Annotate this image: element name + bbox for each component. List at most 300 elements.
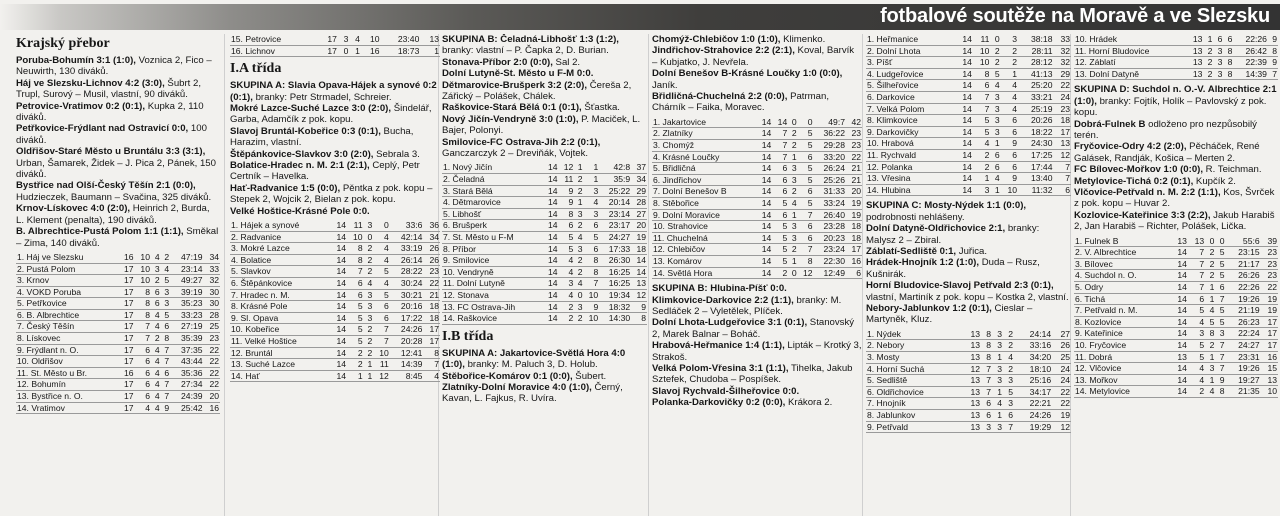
stat-cell: 14 [1171,282,1188,294]
table-row [1074,68,1278,80]
stat-cell: 29 [1054,68,1072,80]
team-name: 2. Zlatníky [652,128,756,140]
standings-table [1074,236,1278,398]
stat-cell: 1 [1205,293,1215,305]
team-name: 8. Lískovec [16,333,118,345]
stat-cell: 1 [788,209,797,221]
team-name: 2. Pustá Polom [16,263,118,275]
stat-cell: 10 [584,290,600,302]
stat-cell: 2 [559,313,575,325]
table-row [230,301,440,313]
table-row [16,298,220,310]
stat-cell: 22 [1052,386,1071,398]
stat-cell: 6 [1213,34,1223,45]
match-details: Stanovský 2, Marek Balnar – Boháč. [652,317,855,340]
table-row [230,336,440,348]
match-score: Dolní Benešov B-Krásné Loučky 1:0 (0:0), [652,68,843,80]
match-score: Štěpánkovice-Slavkov 3:0 (2:0), [230,148,374,160]
match-score: Břidličná-Chuchelná 2:2 (0:0), [652,91,788,103]
stat-cell: 0 [788,117,797,128]
stat-cell: 4 [151,321,161,333]
team-name: 3. Píšť [866,57,956,69]
stat-cell: 17 [846,244,862,256]
team-name: 3. Stará Bělá [442,185,543,197]
stat-cell: 8:45 [390,370,424,382]
stat-cell: 6 [135,379,151,391]
stat-cell: 3 [559,278,575,290]
table-row [652,209,862,221]
team-name: 5. Šilheřovice [866,80,956,92]
table-row [442,243,647,255]
stat-cell: 5 [1215,258,1225,270]
team-name: 5. Slavkov [230,266,331,278]
match-score: Petrovice-Vratimov 0:2 (0:1), [16,100,146,112]
table-row [652,128,862,140]
match-result [866,223,1071,246]
stat-cell: 19 [631,232,647,244]
stat-cell: 18 [423,312,440,324]
match-details: Patrman, Chárník – Faika, Moravec. [652,91,829,114]
table-row [16,356,220,368]
stat-cell: 6 [347,289,364,301]
match-details: Kupka 2, 110 diváků. [16,100,204,124]
stat-cell: 19:26 [1225,363,1260,375]
stat-cell: 22:21 [1014,398,1052,410]
stat-cell: 14 [756,128,772,140]
match-details: Směkal – Zima, 140 diváků. [16,226,219,249]
match-details: Černý, Kavan, L. Fajkus, R. Uvíra. [442,382,623,405]
stat-cell: 23:24 [814,244,846,256]
stat-cell: 24:27 [1225,340,1260,352]
stat-cell: 14:39 [1233,68,1268,80]
match-details: Heinrich 2, Burda, L. Klement (penalta), 190 diváků. [16,203,210,226]
match-details: Hudzieczek, Baumann – Svačina, 325 diváků. [16,191,212,203]
team-name: 10. Hrabová [866,138,956,150]
match-result [1074,119,1278,142]
table-row [442,208,647,220]
stat-cell: 3 [1003,375,1014,387]
match-result [16,180,220,203]
stat-cell: 2 [364,347,374,359]
stat-cell: 12 [373,370,390,382]
stat-cell: 5 [1188,340,1205,352]
stat-cell: 17:33 [599,243,631,255]
stat-cell: 24 [1054,91,1072,103]
stat-cell: 32 [1054,45,1072,57]
stat-cell: 1 [973,173,990,185]
stat-cell: 8 [347,254,364,266]
stat-cell: 14 [956,149,973,161]
team-name: 14. Metylovice [1074,386,1171,398]
stat-cell: 11:32 [1018,184,1053,196]
stat-cell: 3 [990,126,1000,138]
stat-cell: 14 [1171,363,1188,375]
stat-cell: 19:26 [1225,293,1260,305]
stat-cell: 18 [423,301,440,313]
results-list [442,34,647,159]
stat-cell: 6 [161,367,171,379]
table-row [230,243,440,255]
team-name: 2. Dolní Lhota [866,45,956,57]
stat-cell: 6 [584,243,600,255]
stat-cell: 1 [574,197,583,209]
stat-cell: 2 [1001,57,1018,69]
stat-cell: 10 [1001,184,1018,196]
team-name: 11. Velké Hoštice [230,336,331,348]
team-name: 1. Hájek a synové [230,220,331,231]
match-details: Pěntka z pok. kopu – Stepek 2, Wojcik 2, Bielan z pok. kopu. [230,182,433,206]
stat-cell: 5 [973,115,990,127]
stat-cell: 4 [151,252,161,263]
team-name: 1. Háj ve Slezsku [16,252,118,263]
stat-cell: 34:17 [1014,386,1052,398]
stat-cell: 13 [962,329,981,340]
stat-cell: 14 [1171,270,1188,282]
match-details: Janík. [652,79,678,91]
stat-cell: 14 [331,347,348,359]
match-result [16,226,220,249]
stat-cell: 14 [956,80,973,92]
table-row [866,375,1071,387]
stat-cell: 7 [1054,161,1072,173]
stat-cell: 3 [584,185,600,197]
column-divider [862,34,863,516]
stat-cell: 7 [135,333,151,345]
stat-cell: 14 [1171,293,1188,305]
stat-cell: 3 [574,301,583,313]
stat-cell: 31:33 [814,186,846,198]
stat-cell: 28:22 [390,266,424,278]
stat-cell: 2 [772,267,788,279]
table-row [442,278,647,290]
match-score: Petřkovice-Frýdlant nad Ostravicí 0:0, [16,123,189,135]
team-name: 11. Dolní Lutyně [442,278,543,290]
stat-cell: 21:17 [1225,258,1260,270]
team-name: 1. Nový Jičín [442,162,543,173]
stat-cell: 4 [151,391,161,403]
stat-cell: 23 [846,140,862,152]
stat-cell: 16:25 [599,278,631,290]
stat-cell: 39:19 [170,286,203,298]
match-score: Bolatice-Hradec n. M. 2:1 (2:1), [230,160,370,172]
stat-cell: 1 [347,370,364,382]
team-name: 8. Jablunkov [866,409,962,421]
stat-cell: 2 [1205,258,1215,270]
match-result [652,283,862,294]
match-result [230,149,440,160]
team-name: 10. Kobeřice [230,324,331,336]
team-name: 10. Vendryně [442,266,543,278]
stat-cell: 3 [992,340,1003,352]
stat-cell: 2 [973,149,990,161]
table-row [1074,374,1278,386]
match-result [16,123,220,146]
stat-cell: 16 [846,255,862,267]
stat-cell: 10 [135,275,151,287]
match-result [16,55,220,78]
match-details: Sebrala 3. [373,148,420,160]
stat-cell: 2 [973,161,990,173]
stat-cell: 0 [338,45,349,57]
stat-cell: 23:28 [814,221,846,233]
stat-cell: 6 [151,298,161,310]
team-name: 12. Chlebičov [652,244,756,256]
stat-cell: 8 [584,266,600,278]
stat-cell: 17 [118,275,134,287]
stat-cell: 2 [788,128,797,140]
stat-cell: 21 [423,289,440,301]
team-name: 7. St. Město u F-M [442,232,543,244]
stat-cell: 26:24 [814,163,846,175]
match-score: Jindřichov-Strahovice 2:2 (2:1), [652,45,795,57]
stat-cell: 11 [559,174,575,186]
table-row [866,340,1071,352]
stat-cell: 20:26 [1018,115,1053,127]
stat-cell: 10 [361,34,381,45]
stat-cell: 4 [373,278,390,290]
stat-cell: 10 [347,231,364,243]
stat-cell: 6 [846,267,862,279]
stat-cell: 17 [118,379,134,391]
match-result [866,280,1071,303]
stat-cell: 10 [584,313,600,325]
match-result [652,317,862,340]
match-details: branky: M. Sedláček 2 – Vyletělek, Plíček. [652,294,842,317]
team-name: 12. Bruntál [230,347,331,359]
stat-cell: 14 [543,162,559,173]
stat-cell: 7 [584,278,600,290]
stat-cell: 14 [331,220,348,231]
table-row [652,232,862,244]
match-score: Hrádek-Hnojník 1:2 (1:0), [866,257,980,269]
stat-cell: 1 [990,184,1000,196]
stat-cell: 5 [1205,316,1215,328]
table-row [16,344,220,356]
stat-cell: 14:30 [599,313,631,325]
match-score: Dětmarovice-Brušperk 3:2 (2:0), [442,79,588,91]
stat-cell: 17 [118,391,134,403]
stat-cell: 17 [318,34,338,45]
table-row [866,91,1071,103]
stat-cell: 5 [373,289,390,301]
stat-cell: 14 [756,186,772,198]
column-1b-skupina-c [866,34,1071,516]
stat-cell: 8 [1223,57,1233,69]
stat-cell: 1 [1205,374,1215,386]
team-name: 3. Bílovec [1074,258,1171,270]
stat-cell: 2 [990,57,1000,69]
team-name: 7. Petřvald n. M. [1074,305,1171,317]
banner-title: fotbalové soutěže na Moravě a ve Slezsku [880,5,1270,27]
stat-cell: 14 [543,243,559,255]
match-result [230,80,440,103]
stat-cell: 6 [1223,34,1233,45]
stat-cell: 1 [992,409,1003,421]
stat-cell: 4 [151,379,161,391]
match-score: Háj ve Slezsku-Lichnov 4:2 (3:0), [16,77,165,89]
stat-cell: 18:32 [599,301,631,313]
stat-cell: 2 [788,186,797,198]
match-score: Záblatí-Sedliště 0:1, [866,245,957,257]
match-details: Kupčík 2. [1193,175,1236,187]
stat-cell: 26:42 [1233,45,1268,57]
standings-table [230,220,440,382]
stat-cell: 17 [118,356,134,368]
stat-cell: 21 [846,174,862,186]
stat-cell: 22 [846,151,862,163]
stat-cell: 14 [331,359,348,371]
match-result [652,340,862,363]
table-row [866,68,1071,80]
stat-cell: 37 [631,162,647,173]
stat-cell: 8 [423,347,440,359]
results-list [1074,84,1278,232]
match-details: Sal 2. [552,56,581,68]
stat-cell: 9 [1001,173,1018,185]
stat-cell: 4 [1205,386,1215,398]
stat-cell: 6 [161,321,171,333]
match-result [442,68,647,79]
stat-cell: 4 [151,344,161,356]
team-name: 4. Bolatice [230,254,331,266]
stat-cell: 14 [543,301,559,313]
stat-cell: 2 [574,266,583,278]
stat-cell: 18:10 [1014,363,1052,375]
table-row [1074,328,1278,340]
stat-cell: 5 [1215,316,1225,328]
table-row [230,266,440,278]
match-details: Urban, Šamarek, Židek – J. Pica 2, Pánek, 150 diváků. [16,157,216,181]
team-name: 13. Suché Lazce [230,359,331,371]
stat-cell: 14 [543,197,559,209]
stat-cell: 12 [962,363,981,375]
team-name: 1. Nýdek [866,329,962,340]
stat-cell: 8 [135,309,151,321]
stat-cell: 8 [584,255,600,267]
stat-cell: 17 [1261,316,1278,328]
stat-cell: 7 [772,128,788,140]
stat-cell: 3 [584,208,600,220]
match-score: Velká Polom-Vřesina 3:1 (1:1), [652,363,789,374]
stat-cell: 19 [846,209,862,221]
match-result [652,45,862,68]
table-row [230,289,440,301]
match-details: Cieslar – Martyněk, Kluz. [866,302,1033,326]
team-name: 6. Jindřichov [652,174,756,186]
match-score: SKUPINA A: Jakartovice-Světlá Hora 4:0 (1:0), [442,347,626,371]
stat-cell: 5 [798,174,814,186]
team-name: 6. B. Albrechtice [16,309,118,321]
stat-cell: 13 [1186,34,1203,45]
stat-cell: 7 [1215,351,1225,363]
stat-cell: 9 [161,402,171,414]
stat-cell: 11 [347,220,364,231]
team-name: 11. Rychvald [866,149,956,161]
match-score: Nebory-Jablunkov 1:2 (0:1), [866,302,992,314]
stat-cell: 6 [1001,161,1018,173]
stat-cell: 19 [846,198,862,210]
stat-cell: 13 [962,398,981,410]
stat-cell: 8 [1215,386,1225,398]
stat-cell: 2 [1001,45,1018,57]
team-name: 14. Raškovice [442,313,543,325]
stat-cell: 24:27 [599,232,631,244]
team-name: 12. Bohumín [16,379,118,391]
match-score: Dolní Datyně-Oldřichovice 2:1, [866,223,1006,235]
stat-cell: 14 [543,278,559,290]
stat-cell: 13 [962,421,981,433]
stat-cell: 14 [956,115,973,127]
column-divider [648,34,649,516]
stat-cell: 14 [331,266,348,278]
stat-cell: 5 [347,301,364,313]
table-row [1074,386,1278,398]
stat-cell: 6 [990,161,1000,173]
stat-cell: 14 [1171,316,1188,328]
team-name: 15. Petrovice [230,34,318,45]
match-details: Tihelka, Jakub Sztefek, Chudoba – Pospíšek. [652,363,853,386]
stat-cell: 16 [118,367,134,379]
table-row [1074,340,1278,352]
stat-cell: 24:30 [1018,138,1053,150]
stat-cell: 13 [1188,236,1205,247]
stat-cell: 14 [543,266,559,278]
stat-cell: 35:9 [599,174,631,186]
team-name: 2. V. Albrechtice [1074,247,1171,259]
stat-cell: 23:40 [381,34,421,45]
stat-cell: 41:13 [1018,68,1053,80]
match-score: SKUPINA A: Slavia Opava-Hájek a synové 0:2 (0:1), [230,80,437,103]
team-name: 2. Radvanice [230,231,331,243]
table-row [866,103,1071,115]
stat-cell: 6 [973,80,990,92]
column-1b-skupina-d [1074,34,1278,516]
table-row [652,186,862,198]
stat-cell: 25:26 [814,174,846,186]
stat-cell: 13 [1186,68,1203,80]
stat-cell: 2 [364,324,374,336]
table-row [866,329,1071,340]
stat-cell: 42:8 [599,162,631,173]
team-name: 2. Čeladná [442,174,543,186]
stat-cell: 1 [992,351,1003,363]
stat-cell: 18 [846,232,862,244]
stat-cell: 11 [373,359,390,371]
team-name: 5. Petřkovice [16,298,118,310]
stat-cell: 4 [373,231,390,243]
stat-cell: 13:40 [1018,173,1053,185]
table-row [652,244,862,256]
stat-cell: 14 [956,91,973,103]
stat-cell: 7 [1003,421,1014,433]
stat-cell: 7 [135,321,151,333]
stat-cell: 30 [204,286,220,298]
stat-cell: 13 [962,340,981,352]
stat-cell: 17 [118,298,134,310]
stat-cell: 12:41 [390,347,424,359]
stat-cell: 1 [1001,68,1018,80]
match-details: Duda – Rusz, Kušnirák. [866,257,1040,280]
stat-cell: 14 [331,278,348,290]
stat-cell: 8 [135,286,151,298]
stat-cell: 17 [118,286,134,298]
stat-cell: 6 [1001,149,1018,161]
team-name: 6. Tichá [1074,293,1171,305]
stat-cell: 6 [1003,409,1014,421]
stat-cell: 14 [331,336,348,348]
stat-cell: 3 [1215,328,1225,340]
stat-cell: 14 [756,174,772,186]
